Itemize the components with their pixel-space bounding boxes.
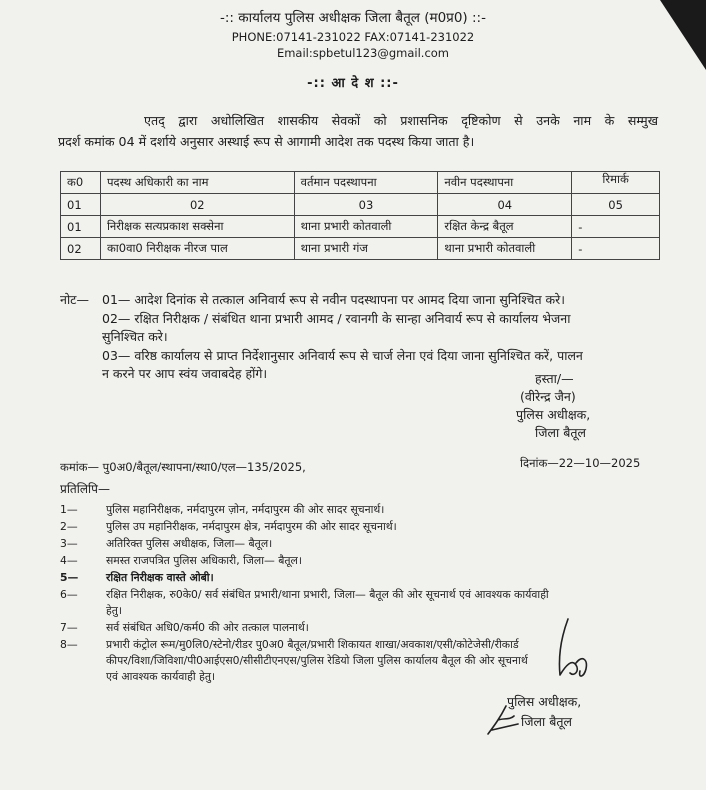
table-header-row bbox=[61, 172, 660, 194]
number-cell: 02 bbox=[100, 194, 294, 216]
list-item-number: 2— bbox=[60, 520, 78, 533]
header-cell: क0 bbox=[61, 172, 101, 194]
list-item bbox=[60, 536, 666, 552]
table-number-row bbox=[61, 194, 660, 216]
note-line: 02— रक्षित निरीक्षक / संबंधित थाना प्रभारी आमद / रवानगी के सान्हा अनिवार्य रूप से कार्यालय भेजना bbox=[102, 310, 571, 326]
note-line: सुनिश्चित करे। bbox=[102, 329, 168, 344]
reference-number: कमांक— पु0अ0/बैतूल/स्थापना/स्था0/एल—135/2025, bbox=[60, 460, 306, 474]
list-item-number: 8— bbox=[60, 638, 78, 651]
signature-name: (वीरेन्द्र जैन) bbox=[520, 389, 576, 404]
note-line: 01— आदेश दिनांक से तत्काल अनिवार्य रूप से नवीन पदस्थापना पर आमद दिया जाना सुनिश्चित करे। bbox=[102, 292, 566, 307]
table-cell: थाना प्रभारी कोतवाली bbox=[294, 216, 438, 238]
copy-to-label: प्रतिलिपि— bbox=[60, 482, 110, 496]
note-label: नोट— bbox=[60, 292, 89, 307]
table-row bbox=[61, 238, 660, 260]
list-item-text: एवं आवश्यक कार्यवाही हेतु। bbox=[106, 670, 216, 683]
table-cell: का0वा0 निरीक्षक नीरज पाल bbox=[100, 238, 294, 260]
list-item-text: रक्षित निरीक्षक वास्ते ओबी। bbox=[106, 571, 214, 584]
header-cell: वर्तमान पदस्थापना bbox=[294, 172, 438, 194]
list-item-text: सर्व संबंधित अधि0/कर्म0 की ओर तत्काल पालनार्थ। bbox=[106, 621, 309, 634]
list-item-text: समस्त राजपत्रित पुलिस अधिकारी, जिला— बैतूल। bbox=[106, 554, 302, 567]
signature-district: जिला बैतूल bbox=[535, 425, 586, 440]
list-item-text: पुलिस उप महानिरीक्षक, नर्मदापुरम क्षेत्र, नर्मदापुरम की ओर सादर सूचनार्थ। bbox=[106, 520, 397, 533]
number-cell: 01 bbox=[61, 194, 101, 216]
number-cell: 05 bbox=[572, 194, 660, 216]
signature-designation: पुलिस अधीक्षक, bbox=[507, 694, 582, 709]
list-item-text: रक्षित निरीक्षक, रु0के0/ सर्व संबंधित प्रभारी/थाना प्रभारी, जिला— बैतूल की ओर सूचनार्थ एवं आवश्यक कार्यवाही bbox=[106, 588, 549, 601]
header-cell: रिमार्क bbox=[572, 172, 660, 194]
table-cell: - bbox=[572, 216, 660, 238]
intro-line-1: एतद् द्वारा अधोलिखित शासकीय सेवकों को प्रशासनिक दृष्टिकोण से उनके नाम के सम्मुख bbox=[144, 113, 658, 128]
list-item bbox=[60, 519, 666, 535]
note-line: न करने पर आप स्वंय जवाबदेह होंगे। bbox=[102, 366, 268, 381]
phone-fax: PHONE:07141-231022 FAX:07141-231022 bbox=[231, 30, 475, 44]
list-item-text: अतिरिक्त पुलिस अधीक्षक, जिला— बैतूल। bbox=[106, 537, 273, 550]
intro-paragraph bbox=[58, 110, 658, 152]
list-item-number: 6— bbox=[60, 588, 78, 601]
table-cell: निरीक्षक सत्यप्रकाश सक्सेना bbox=[100, 216, 294, 238]
posting-table bbox=[60, 171, 660, 260]
list-item-text: हेतु। bbox=[106, 604, 122, 617]
signature-signed: हस्ता/— bbox=[535, 371, 574, 386]
table-cell: - bbox=[572, 238, 660, 260]
number-cell: 04 bbox=[438, 194, 572, 216]
table-cell: थाना प्रभारी कोतवाली bbox=[438, 238, 572, 260]
note-line: 03— वरिष्ठ कार्यालय से प्राप्त निर्देशानुसार अनिवार्य रूप से चार्ज लेना एवं दिया जाना सुनिश्चित करें, पालन bbox=[102, 347, 583, 363]
table-row bbox=[61, 216, 660, 238]
email: Email:spbetul123@gmail.com bbox=[276, 46, 450, 60]
list-item bbox=[60, 553, 666, 569]
list-item-number: 7— bbox=[60, 621, 78, 634]
table-cell: 02 bbox=[61, 238, 101, 260]
list-item-text: कीपर/विशा/जिविशा/पी0आईएस0/सीसीटीएनएस/पुलिस रेडियो जिला पुलिस कार्यालय बैतूल की ओर सूचनार्थ bbox=[106, 654, 528, 667]
list-item-text: प्रभारी कंट्रोल रूम/मु0लि0/स्टेनो/रीडर पु0अ0 बैतूल/प्रभारी शिकायत शाखा/अवकाश/एसी/कोटेजेसी/रीकार्ड bbox=[106, 638, 519, 651]
order-title: -:: आ दे श ::- bbox=[307, 76, 399, 91]
signature-designation: पुलिस अधीक्षक, bbox=[516, 407, 591, 422]
list-item-number: 5— bbox=[60, 571, 79, 584]
header-cell: पदस्थ अधिकारी का नाम bbox=[100, 172, 294, 194]
table-cell: थाना प्रभारी गंज bbox=[294, 238, 438, 260]
list-item bbox=[60, 570, 666, 586]
header-cell: नवीन पदस्थापना bbox=[438, 172, 572, 194]
table-cell: 01 bbox=[61, 216, 101, 238]
list-item-number: 3— bbox=[60, 537, 78, 550]
intro-line-2: प्रदर्श कमांक 04 में दर्शाये अनुसार अस्थाई रूप से आगामी आदेश तक पदस्थ किया जाता है। bbox=[58, 134, 475, 149]
list-item-number: 4— bbox=[60, 554, 78, 567]
signature-district: जिला बैतूल bbox=[521, 714, 572, 729]
office-title: -:: कार्यालय पुलिस अधीक्षक जिला बैतूल (म0प्र0) ::- bbox=[220, 10, 486, 26]
handwritten-signature-1 bbox=[540, 615, 596, 685]
number-cell: 03 bbox=[294, 194, 438, 216]
handwritten-signature-2 bbox=[484, 700, 524, 738]
reference-date: दिनांक—22—10—2025 bbox=[520, 456, 641, 470]
table-cell: रक्षित केन्द्र बैतूल bbox=[438, 216, 572, 238]
list-item bbox=[60, 502, 666, 518]
list-item-number: 1— bbox=[60, 503, 78, 516]
list-item-text: पुलिस महानिरीक्षक, नर्मदापुरम ज़ोन, नर्मदापुरम की ओर सादर सूचनार्थ। bbox=[106, 503, 385, 516]
